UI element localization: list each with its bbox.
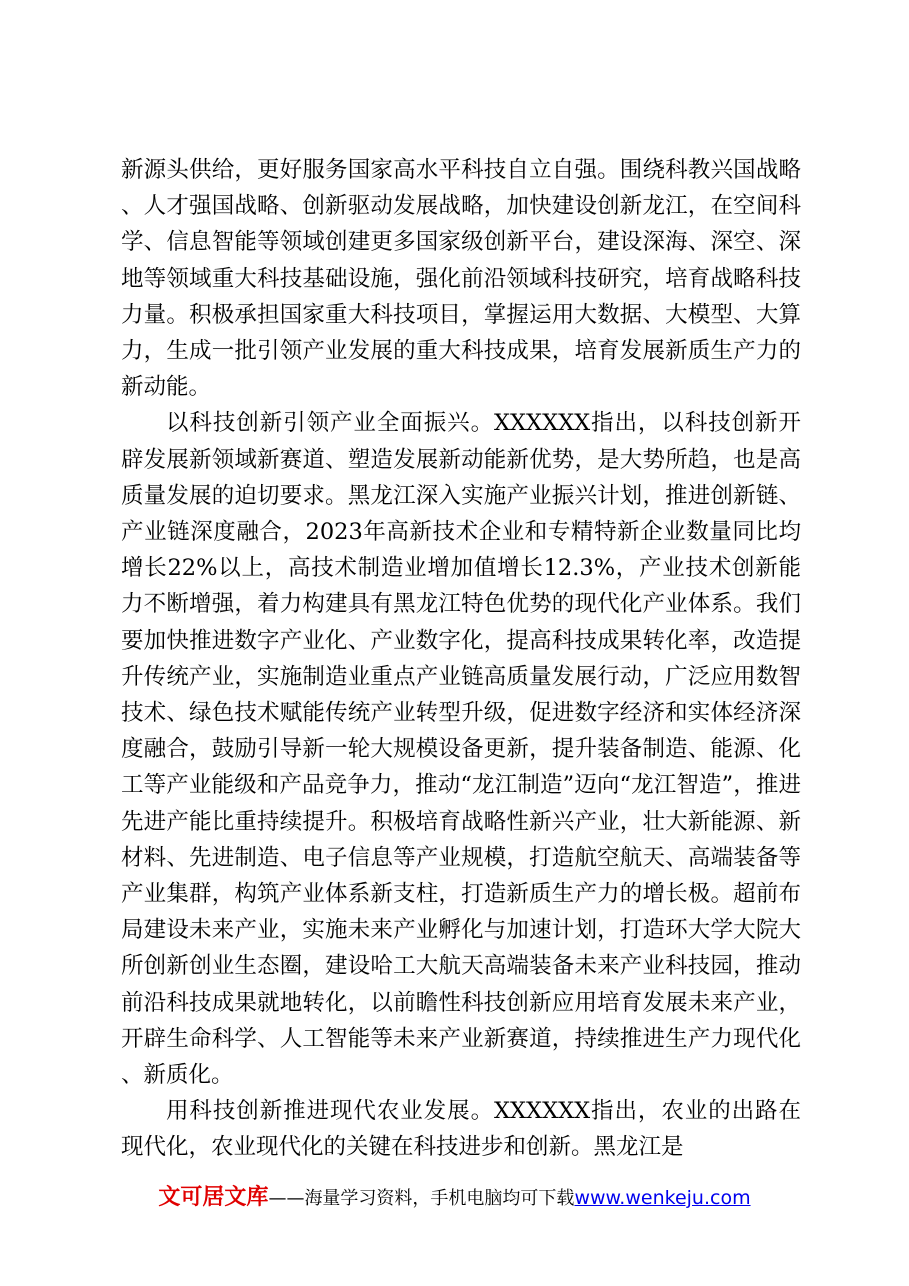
paragraph-3: 用科技创新推进现代农业发展。XXXXXX指出，农业的出路在现代化，农业现代化的关键在科技进步和创新。黑龙江是 xyxy=(121,1098,801,1161)
footer-slogan: ——海量学习资料，手机电脑均可下载 xyxy=(268,1188,575,1209)
footer-banner xyxy=(0,1180,909,1211)
paragraph-1: 新源头供给，更好服务国家高水平科技自立自强。围绕科教兴国战略、人才强国战略、创新驱动发展战略，加快建设创新龙江，在空间科学、信息智能等领域创建更多国家级创新平台，建设深海、深空、深地等领域重大科技基础设施，强化前沿领域科技研究，培育战略科技力量。积极承担国家重大科技项目，掌握运用大数据、大模型、大算力，生成一批引领产业发展的重大科技成果，培育发展新质生产力的新动能。 xyxy=(121,157,801,401)
document-page xyxy=(121,152,801,1166)
paragraph-2: 以科技创新引领产业全面振兴。XXXXXX指出，以科技创新开辟发展新领域新赛道、塑造发展新动能新优势，是大势所趋，也是高质量发展的迫切要求。黑龙江深入实施产业振兴计划，推进创新链、产业链深度融合，2023年高新技术企业和专精特新企业数量同比均增长22%以上，高技术制造业增加值增长12.3%，产业技术创新能力不断增强，着力构建具有黑龙江特色优势的现代化产业体系。我们要加快推进数字产业化、产业数字化，提高科技成果转化率，改造提升传统产业，实施制造业重点产业链高质量发展行动，广泛应用数智技术、绿色技术赋能传统产业转型升级，促进数字经济和实体经济深度融合，鼓励引导新一轮大规模设备更新，提升装备制造、能源、化工等产业能级和产品竞争力，推动“龙江制造”迈向“龙江智造”，推进先进产能比重持续提升。积极培育战略性新兴产业，壮大新能源、新材料、先进制造、电子信息等产业规模，打造航空航天、高端装备等产业集群，构筑产业体系新支柱，打造新质生产力的增长极。超前布局建设未来产业，实施未来产业孵化与加速计划，打造环大学大院大所创新创业生态圈，建设哈工大航天高端装备未来产业科技园，推动前沿科技成果就地转化，以前瞻性科技创新应用培育发展未来产业，开辟生命科学、人工智能等未来产业新赛道，持续推进生产力现代化、新质化。 xyxy=(121,410,801,1089)
footer-link[interactable]: www.wenkeju.com xyxy=(574,1187,751,1209)
footer-brand: 文可居文库 xyxy=(158,1185,269,1210)
